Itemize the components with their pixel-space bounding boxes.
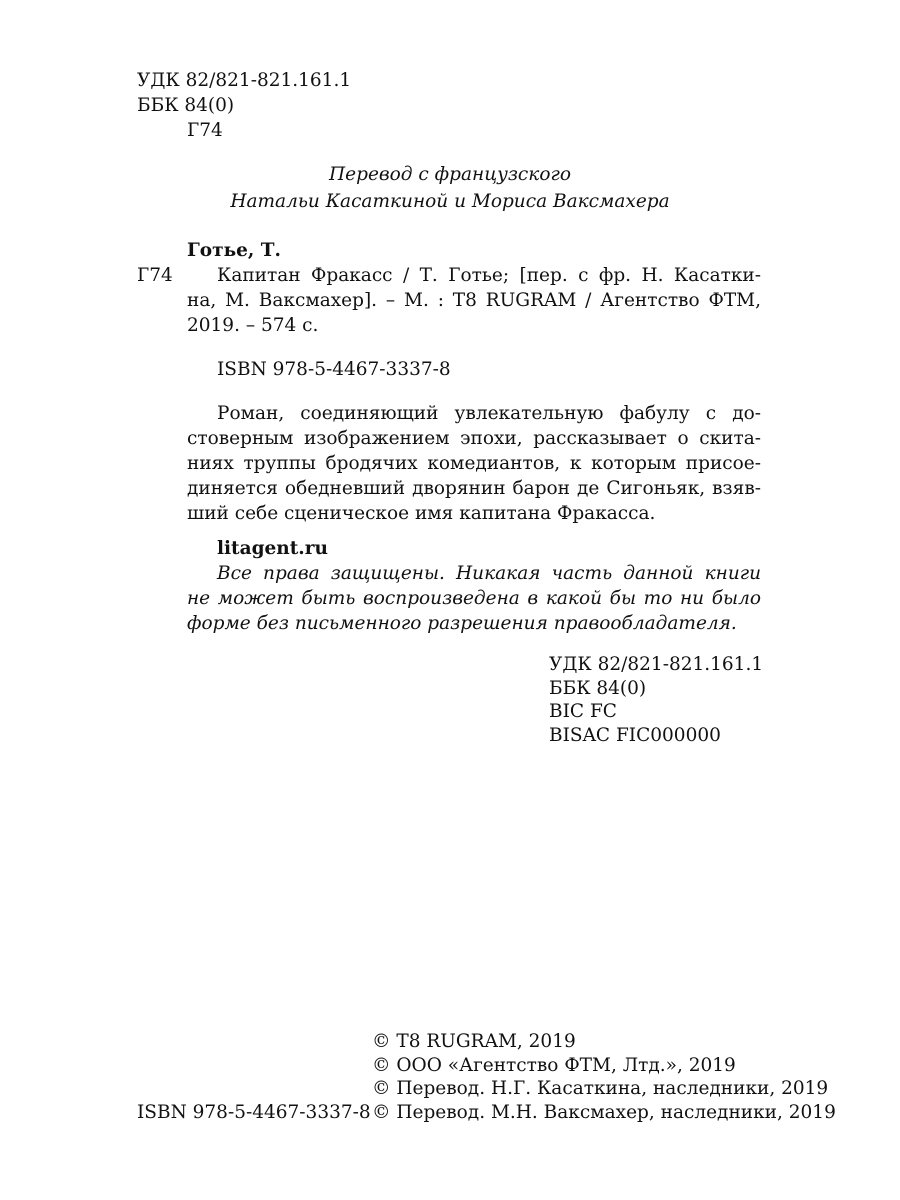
rights-line: не может быть воспроизведена в какой бы то ни было	[187, 588, 761, 609]
side-code: Г74	[137, 265, 173, 286]
class-udk: УДК 82/821-821.161.1	[549, 654, 764, 675]
class-bic: BIC FC	[549, 701, 617, 722]
annotation-line: Роман, соединяющий увлекательную фабулу с до-	[217, 403, 761, 424]
description-line: Капитан Фракасс / Т. Готье; [пер. с фр. Н. Касатки-	[217, 265, 761, 286]
header-bbk: ББК 84(0)	[137, 95, 235, 116]
copyright-line: © ООО «Агентство ФТМ, Лтд.», 2019	[372, 1055, 736, 1076]
author-name: Готье, Т.	[187, 240, 281, 261]
site-link[interactable]: litagent.ru	[217, 538, 328, 559]
rights-line: Все права защищены. Никакая часть данной книги	[217, 563, 761, 584]
class-bisac: BISAC FIC000000	[549, 725, 721, 746]
annotation-line: диняется обедневший дворянин барон де Сигоньяк, взяв-	[187, 478, 761, 499]
annotation-line: ший себе сценическое имя капитана Фракасса.	[187, 503, 656, 524]
translation-line-2: Натальи Касаткиной и Мориса Ваксмахера	[230, 191, 670, 212]
header-udk: УДК 82/821-821.161.1	[137, 70, 352, 91]
isbn-record: ISBN 978-5-4467-3337-8	[217, 359, 451, 380]
rights-line: форме без письменного разрешения правообладателя.	[187, 613, 737, 634]
annotation-line: ниях труппы бродячих комедиантов, к которым присое-	[187, 453, 761, 474]
description-line: на, М. Ваксмахер]. – М. : Т8 RUGRAM / Агентство ФТМ,	[187, 290, 761, 311]
class-bbk: ББК 84(0)	[549, 678, 647, 699]
translation-line-1: Перевод с французского	[329, 164, 571, 185]
header-code: Г74	[187, 120, 223, 141]
copyright-line: © Перевод. Н.Г. Касаткина, наследники, 2019	[372, 1078, 829, 1099]
copyright-line: © Перевод. М.Н. Ваксмахер, наследники, 2019	[372, 1102, 836, 1123]
footer-isbn: ISBN 978-5-4467-3337-8	[137, 1102, 371, 1123]
copyright-line: © Т8 RUGRAM, 2019	[372, 1031, 576, 1052]
description-line: 2019. – 574 с.	[187, 315, 319, 336]
annotation-line: стоверным изображением эпохи, рассказывает о скита-	[187, 428, 761, 449]
